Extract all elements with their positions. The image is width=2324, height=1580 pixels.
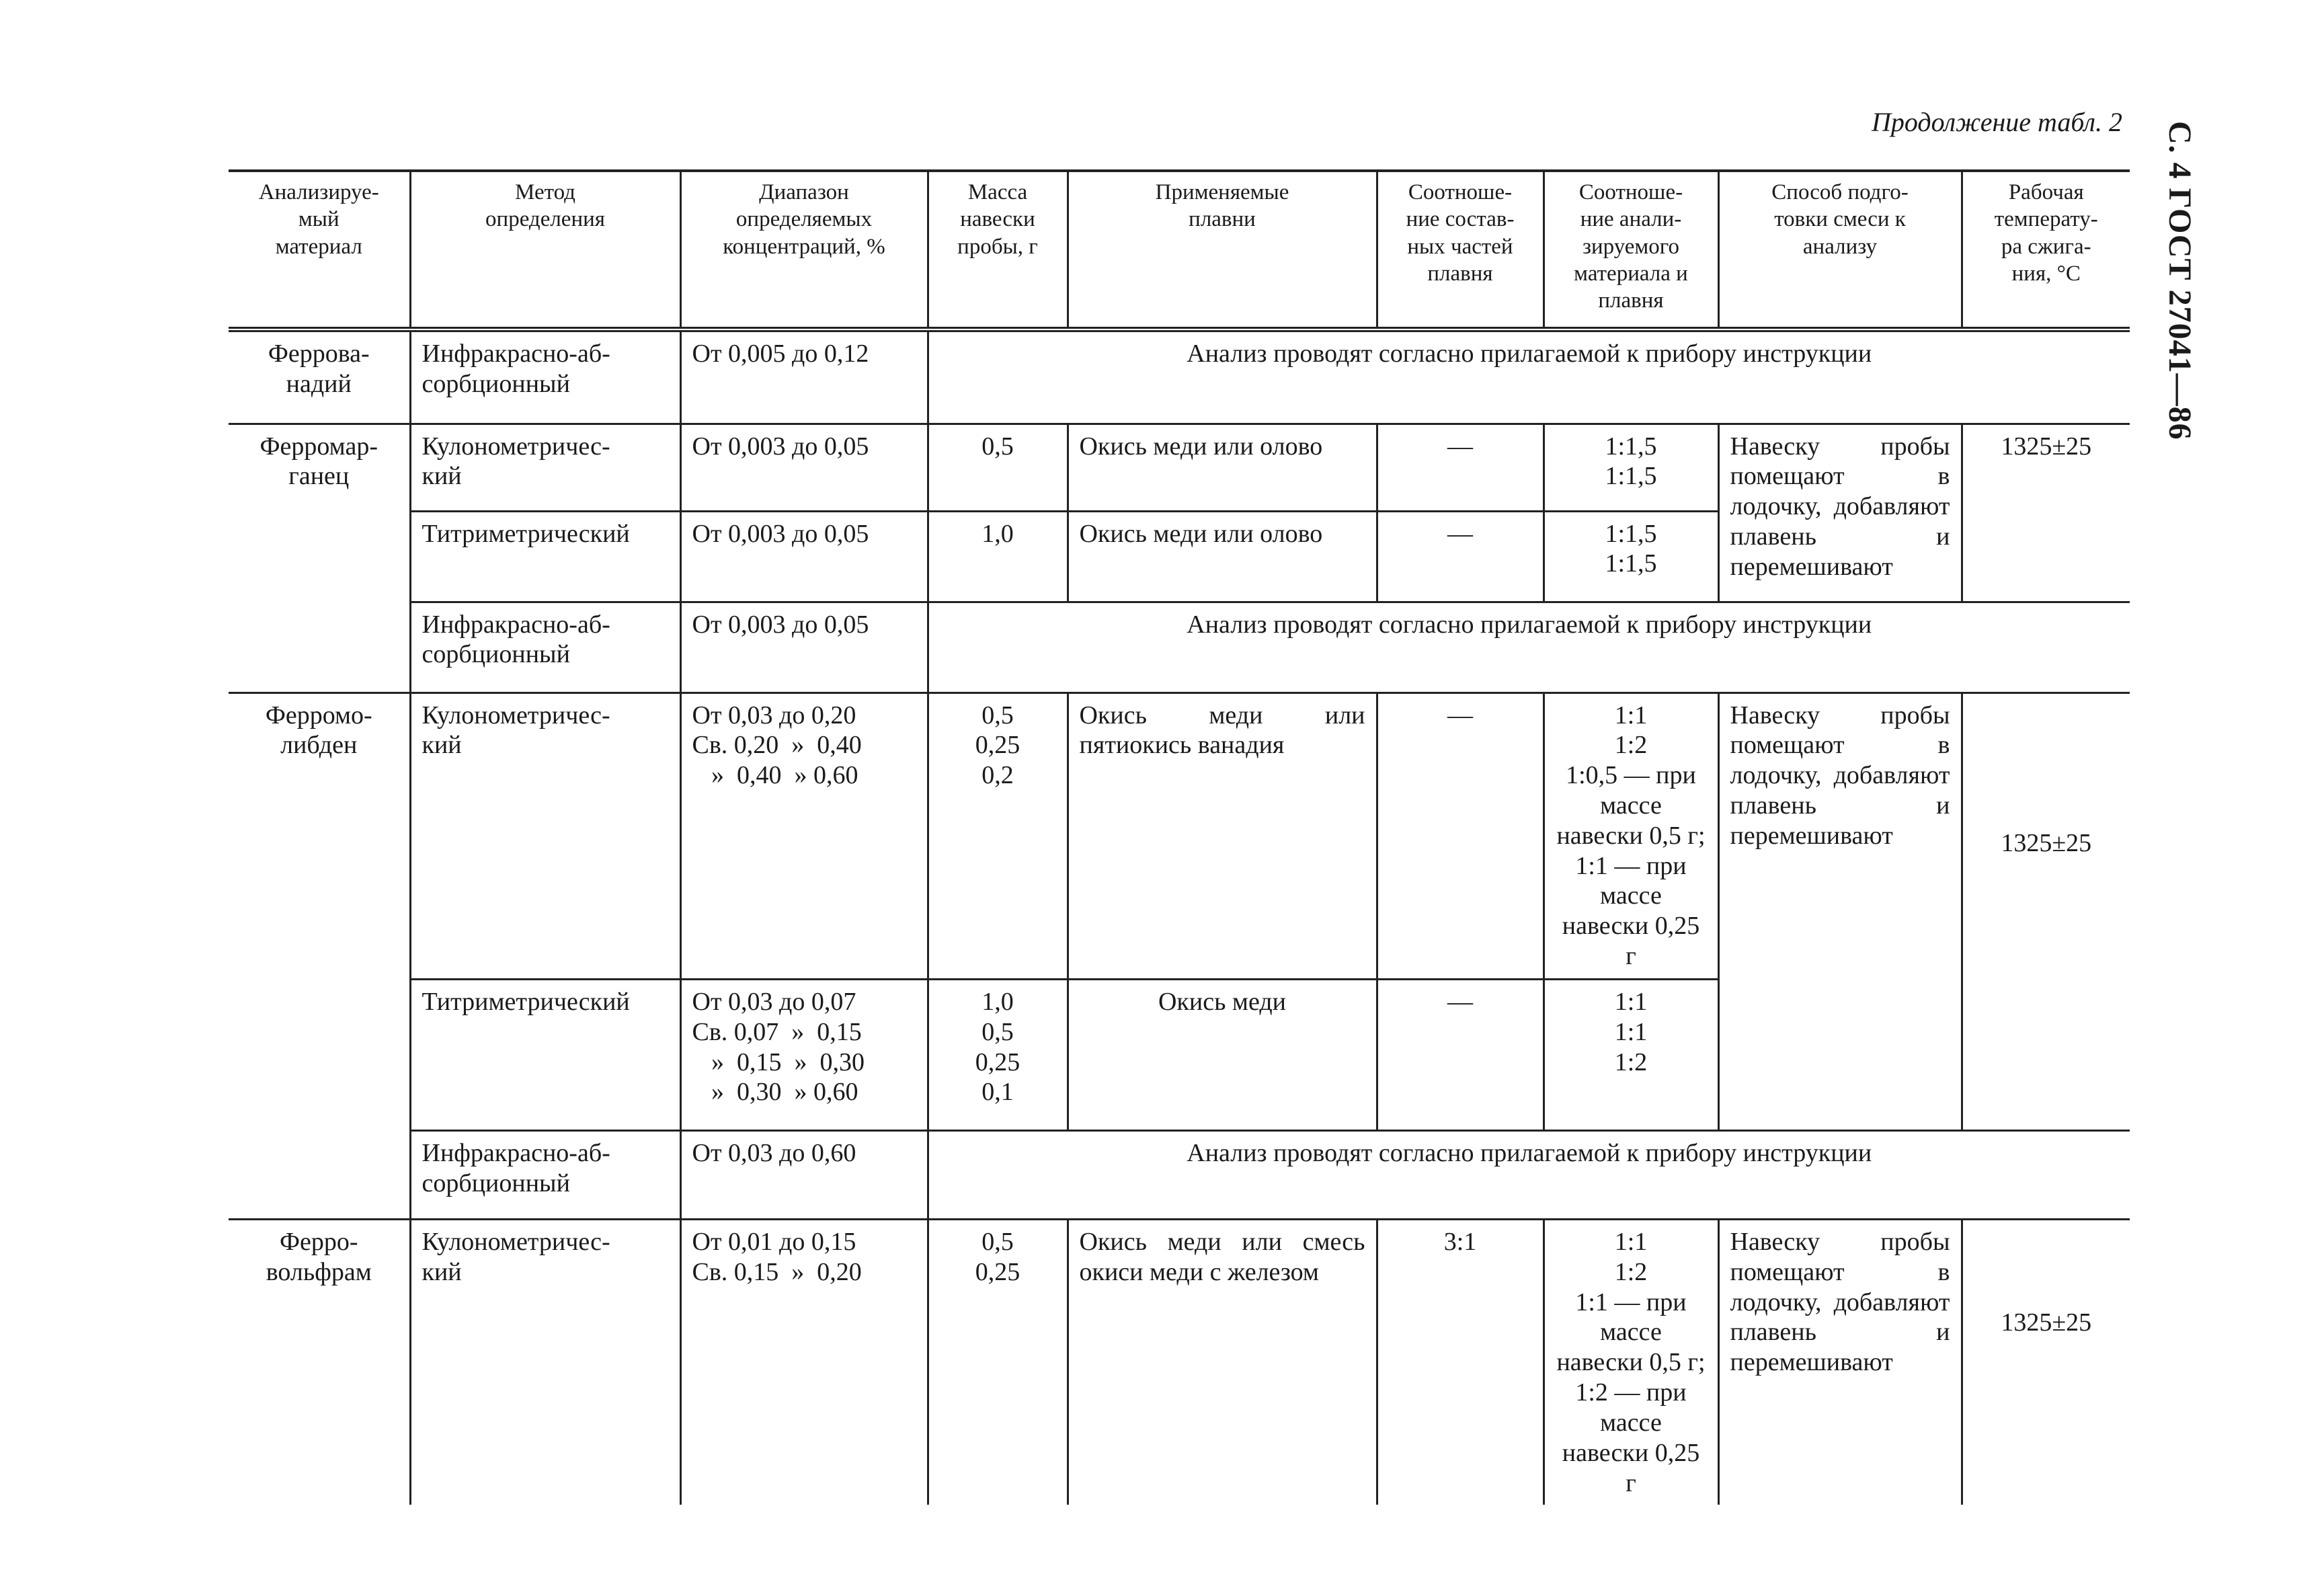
material-flux-ratio-cell: 1:1 1:2 1:1 — при массе навески 0,5 г; 1:2 — при массе навески 0,25 г [1544, 1219, 1718, 1505]
table-row [229, 1219, 2130, 1505]
material-flux-ratio-cell: 1:1 1:1 1:2 [1544, 979, 1718, 1130]
instruction-note: Анализ проводят согласно прилагаемой к прибору инструкции [928, 602, 2130, 693]
material-cell: Феррова- надий [229, 329, 410, 424]
method-cell: Кулонометричес- кий [410, 424, 680, 511]
material-cell: Ферромар- ганец [229, 424, 410, 693]
flux-ratio-cell: — [1377, 693, 1544, 979]
instruction-note: Анализ проводят согласно прилагаемой к прибору инструкции [928, 1130, 2130, 1219]
table-row [229, 693, 2130, 979]
method-cell: Инфракрасно-аб- сорбционный [410, 1130, 680, 1219]
method-cell: Кулонометричес- кий [410, 1219, 680, 1505]
range-cell: От 0,003 до 0,05 [680, 424, 928, 511]
header-temperature: Рабочая температу- ра сжига- ния, °С [1962, 171, 2130, 329]
table-row [229, 424, 2130, 511]
mass-cell: 0,5 0,25 0,2 [928, 693, 1068, 979]
flux-cell: Окись меди [1068, 979, 1377, 1130]
page-standard-header: С. 4 ГОСТ 27041—86 [2162, 121, 2198, 440]
range-cell: От 0,003 до 0,05 [680, 511, 928, 602]
header-flux-ratio: Соотноше- ние состав- ных частей плавня [1377, 171, 1544, 329]
header-method: Метод определения [410, 171, 680, 329]
method-cell: Титриметрический [410, 511, 680, 602]
material-cell: Ферро- вольфрам [229, 1219, 410, 1505]
flux-cell: Окись меди или пятиокись ванадия [1068, 693, 1377, 979]
temperature-cell: 1325±25 [1962, 424, 2130, 602]
range-cell: От 0,003 до 0,05 [680, 602, 928, 693]
material-flux-ratio-cell: 1:1,5 1:1,5 [1544, 424, 1718, 511]
flux-ratio-cell: — [1377, 511, 1544, 602]
temperature-cell: 1325±25 [1962, 1219, 2130, 1505]
method-cell: Кулонометричес- кий [410, 693, 680, 979]
header-material-flux-ratio: Соотноше- ние анали- зируемого материала и плавня [1544, 171, 1718, 329]
table-header-row [229, 171, 2130, 329]
preparation-cell: Навеску пробы помещают в лодочку, добавляют плавень и перемешивают [1718, 1219, 1962, 1505]
material-flux-ratio-cell: 1:1,5 1:1,5 [1544, 511, 1718, 602]
header-range: Диапазон определяемых концентраций, % [680, 171, 928, 329]
mass-cell: 0,5 0,25 [928, 1219, 1068, 1505]
preparation-cell: Навеску пробы помещают в лодочку, добавляют плавень и перемешивают [1718, 693, 1962, 1130]
table-row [229, 329, 2130, 424]
range-cell: От 0,03 до 0,60 [680, 1130, 928, 1219]
table-continuation-caption: Продолжение табл. 2 [1871, 107, 2122, 137]
mass-cell: 1,0 [928, 511, 1068, 602]
method-cell: Инфракрасно-аб- сорбционный [410, 329, 680, 424]
instruction-note: Анализ проводят согласно прилагаемой к прибору инструкции [928, 329, 2130, 424]
flux-cell: Окись меди или олово [1068, 511, 1377, 602]
range-cell: От 0,03 до 0,07 Св. 0,07 » 0,15 » 0,15 » 0,30 » 0,30 » 0,60 [680, 979, 928, 1130]
table-row [229, 602, 2130, 693]
flux-cell: Окись меди или смесь окиси меди с железом [1068, 1219, 1377, 1505]
mass-cell: 1,0 0,5 0,25 0,1 [928, 979, 1068, 1130]
header-mass: Масса навески пробы, г [928, 171, 1068, 329]
material-cell: Ферромо- либден [229, 693, 410, 1219]
range-cell: От 0,01 до 0,15 Св. 0,15 » 0,20 [680, 1219, 928, 1505]
flux-ratio-cell: 3:1 [1377, 1219, 1544, 1505]
flux-ratio-cell: — [1377, 979, 1544, 1130]
mass-cell: 0,5 [928, 424, 1068, 511]
flux-cell: Окись меди или олово [1068, 424, 1377, 511]
range-cell: От 0,005 до 0,12 [680, 329, 928, 424]
preparation-cell: Навеску пробы помещают в лодочку, добавляют плавень и перемешивают [1718, 424, 1962, 602]
material-flux-ratio-cell: 1:1 1:2 1:0,5 — при массе навески 0,5 г; 1:1 — при массе навески 0,25 г [1544, 693, 1718, 979]
temperature-cell: 1325±25 [1962, 693, 2130, 1130]
method-cell: Титриметрический [410, 979, 680, 1130]
header-flux: Применяемые плавни [1068, 171, 1377, 329]
flux-ratio-cell: — [1377, 424, 1544, 511]
header-material: Анализируе- мый материал [229, 171, 410, 329]
methods-table [229, 169, 2130, 1505]
range-cell: От 0,03 до 0,20 Св. 0,20 » 0,40 » 0,40 » 0,60 [680, 693, 928, 979]
header-preparation: Способ подго- товки смеси к анализу [1718, 171, 1962, 329]
method-cell: Инфракрасно-аб- сорбционный [410, 602, 680, 693]
table-row [229, 1130, 2130, 1219]
